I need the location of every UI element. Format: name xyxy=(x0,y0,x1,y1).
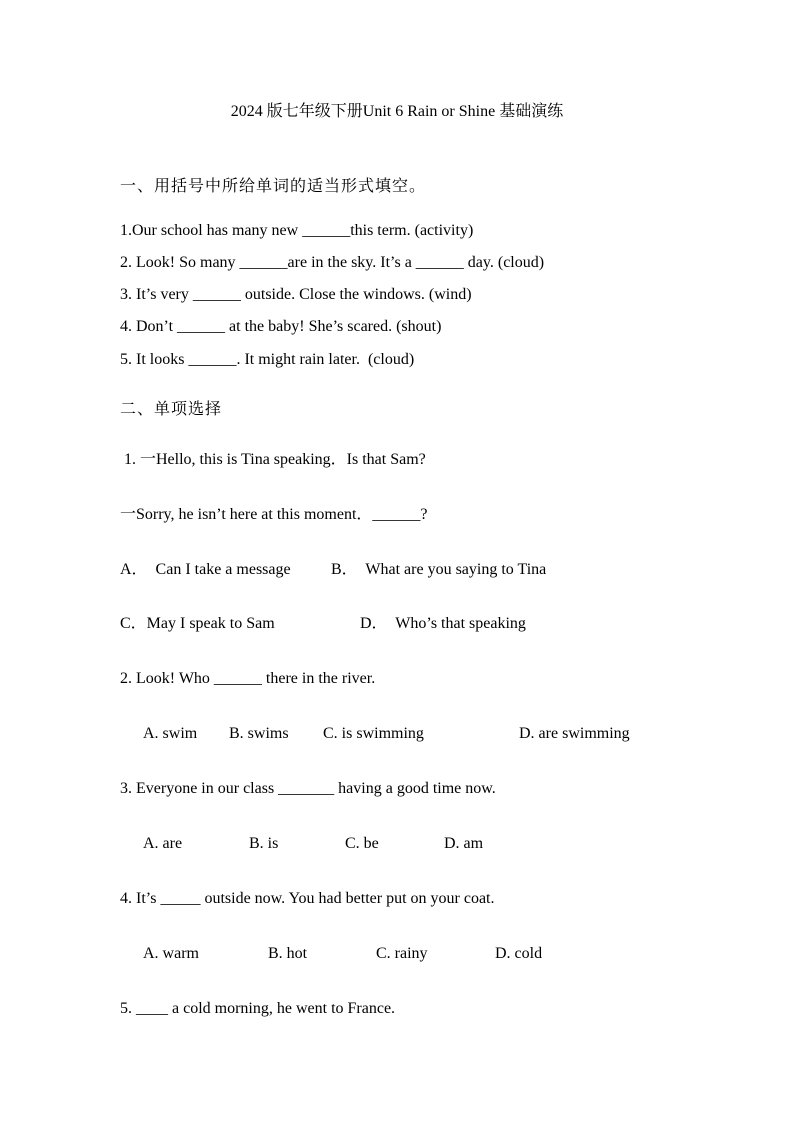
q4-option-a: A. warm xyxy=(143,945,199,962)
q1-line2: 一Sorry, he isn’t here at this moment．______? xyxy=(120,506,428,523)
q2-option-c: C. is swimming xyxy=(323,725,424,742)
fill-item-2: 2. Look! So many ______are in the sky. It’s a ______ day. (cloud) xyxy=(120,254,545,271)
q4-stem: 4. It’s _____ outside now. You had better put on your coat. xyxy=(120,890,495,907)
fill-item-5: 5. It looks ______. It might rain later. (cloud) xyxy=(120,351,415,368)
q2-option-b: B. swims xyxy=(229,725,289,742)
q4-option-c: C. rainy xyxy=(376,945,428,962)
section1-heading: 一、用括号中所给单词的适当形式填空。 xyxy=(120,176,427,195)
q3-option-a: A. are xyxy=(143,835,183,852)
q3-stem: 3. Everyone in our class _______ having a good time now. xyxy=(120,780,496,797)
q1-line1: 1. 一Hello, this is Tina speaking．Is that Sam? xyxy=(120,451,426,468)
q2-option-a: A. swim xyxy=(143,725,198,742)
q3-option-b: B. is xyxy=(249,835,279,852)
fill-item-1: 1.Our school has many new ______this term. (activity) xyxy=(120,222,474,239)
section2-heading: 二、单项选择 xyxy=(120,399,223,418)
q3-option-d: D. am xyxy=(444,835,484,852)
q1-option-d: D． Who’s that speaking xyxy=(360,615,526,632)
q1-option-b: B． What are you saying to Tina xyxy=(331,561,547,578)
q2-stem: 2. Look! Who ______ there in the river. xyxy=(120,670,376,687)
page-title: 2024 版七年级下册Unit 6 Rain or Shine 基础演练 xyxy=(230,103,564,120)
q2-option-d: D. are swimming xyxy=(519,725,630,742)
q1-option-c: C．May I speak to Sam xyxy=(120,615,275,632)
q5-stem: 5. ____ a cold morning, he went to France. xyxy=(120,1000,396,1017)
q3-option-c: C. be xyxy=(345,835,379,852)
q4-option-d: D. cold xyxy=(495,945,543,962)
q1-option-a: A． Can I take a message xyxy=(120,561,291,578)
q4-option-b: B. hot xyxy=(268,945,308,962)
fill-item-3: 3. It’s very ______ outside. Close the windows. (wind) xyxy=(120,286,472,303)
fill-item-4: 4. Don’t ______ at the baby! She’s scared. (shout) xyxy=(120,318,442,335)
